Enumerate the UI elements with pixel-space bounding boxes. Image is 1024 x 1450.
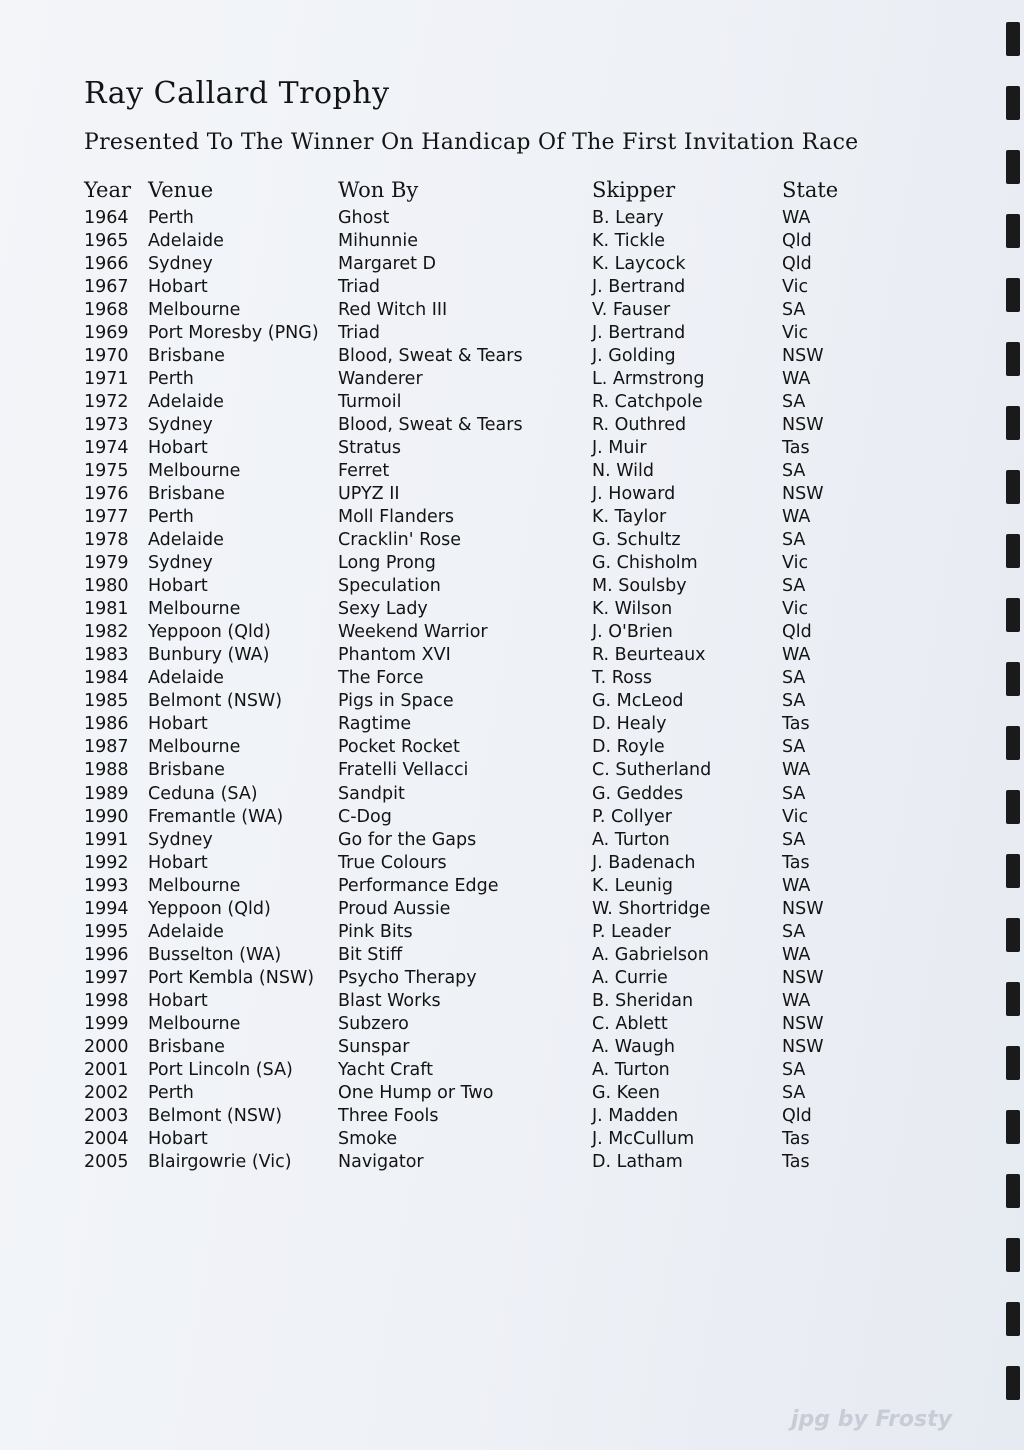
table-row [0,622,1024,645]
watermark: jpg by Frosty [791,1407,952,1432]
page-subtitle: Presented To The Winner On Handicap Of The First Invitation Race [84,130,859,155]
cell-year: 1989 [84,783,129,804]
cell-won-by: Proud Aussie [338,898,451,919]
cell-year: 1998 [84,990,129,1011]
cell-venue: Fremantle (WA) [148,806,284,827]
table-row [0,876,1024,899]
cell-state: NSW [782,898,824,919]
cell-skipper: J. Bertrand [592,323,686,344]
cell-venue: Adelaide [148,668,224,689]
cell-skipper: V. Fauser [592,300,671,321]
cell-state: Tas [782,1151,810,1172]
cell-venue: Busselton (WA) [148,944,282,965]
cell-state: NSW [782,415,824,436]
cell-state: WA [782,645,811,666]
table-row [0,784,1024,807]
cell-won-by: Cracklin' Rose [338,530,462,551]
table-row [0,899,1024,922]
cell-year: 1987 [84,737,129,758]
cell-venue: Adelaide [148,392,224,413]
table-row [0,323,1024,346]
table-row [0,346,1024,369]
cell-year: 2001 [84,1059,129,1080]
cell-venue: Port Moresby (PNG) [148,323,319,344]
cell-state: SA [782,691,806,712]
cell-year: 1970 [84,346,129,367]
table-row [0,530,1024,553]
cell-year: 1975 [84,461,129,482]
table-row [0,1037,1024,1060]
cell-venue: Bunbury (WA) [148,645,270,666]
cell-won-by: Long Prong [338,553,436,574]
cell-venue: Yeppoon (Qld) [148,898,271,919]
table-row [0,668,1024,691]
binding-ring [1006,1302,1020,1336]
table-header [0,178,1024,208]
table-row [0,1129,1024,1152]
cell-state: WA [782,208,811,228]
cell-venue: Perth [148,1082,194,1103]
cell-venue: Melbourne [148,300,241,321]
table-row [0,461,1024,484]
cell-skipper: A. Waugh [592,1036,675,1057]
cell-skipper: K. Tickle [592,231,665,252]
cell-venue: Ceduna (SA) [148,783,258,804]
cell-year: 1971 [84,369,129,390]
cell-state: WA [782,507,811,528]
cell-skipper: L. Armstrong [592,369,705,390]
header-won-by: Won By [338,178,419,202]
cell-won-by: Blood, Sweat & Tears [338,415,523,436]
cell-venue: Perth [148,507,194,528]
table-row [0,300,1024,323]
cell-venue: Sydney [148,829,213,850]
cell-venue: Hobart [148,277,208,298]
cell-skipper: G. Keen [592,1082,660,1103]
cell-state: SA [782,461,806,482]
cell-skipper: J. McCullum [592,1128,695,1149]
cell-year: 1976 [84,484,129,505]
cell-year: 1990 [84,806,129,827]
cell-venue: Hobart [148,1128,208,1149]
cell-year: 1982 [84,622,129,643]
table-row [0,415,1024,438]
cell-skipper: A. Turton [592,1059,670,1080]
cell-state: WA [782,944,811,965]
cell-skipper: R. Outhred [592,415,687,436]
table-row [0,760,1024,783]
cell-won-by: Go for the Gaps [338,829,477,850]
cell-year: 1968 [84,300,129,321]
cell-venue: Belmont (NSW) [148,691,283,712]
cell-state: NSW [782,967,824,988]
cell-skipper: B. Sheridan [592,990,694,1011]
cell-skipper: M. Soulsby [592,576,687,597]
table-row [0,991,1024,1014]
cell-venue: Sydney [148,553,213,574]
table-row [0,277,1024,300]
cell-skipper: D. Healy [592,714,667,735]
cell-year: 1979 [84,553,129,574]
table-row [0,1014,1024,1037]
table-row [0,853,1024,876]
cell-won-by: Stratus [338,438,401,459]
binding-ring [1006,86,1020,120]
cell-state: Vic [782,323,809,344]
cell-skipper: K. Taylor [592,507,667,528]
cell-state: NSW [782,1013,824,1034]
cell-won-by: Performance Edge [338,875,499,896]
cell-skipper: G. Schultz [592,530,681,551]
cell-state: NSW [782,346,824,367]
cell-skipper: B. Leary [592,208,664,228]
cell-skipper: R. Beurteaux [592,645,706,666]
cell-state: SA [782,783,806,804]
cell-year: 1988 [84,760,129,781]
cell-skipper: C. Sutherland [592,760,712,781]
table-row [0,1152,1024,1175]
cell-won-by: C-Dog [338,806,392,827]
cell-state: Tas [782,714,810,735]
cell-venue: Melbourne [148,737,241,758]
cell-state: SA [782,921,806,942]
table-row [0,807,1024,830]
cell-won-by: Three Fools [338,1105,439,1126]
cell-year: 2002 [84,1082,129,1103]
cell-venue: Perth [148,208,194,228]
binding-ring [1006,1174,1020,1208]
cell-skipper: D. Latham [592,1151,683,1172]
cell-state: Qld [782,1105,812,1126]
cell-year: 1972 [84,392,129,413]
cell-state: SA [782,530,806,551]
cell-won-by: Blast Works [338,990,441,1011]
cell-year: 1999 [84,1013,129,1034]
binding-ring [1006,22,1020,56]
cell-won-by: Margaret D [338,254,437,275]
cell-state: NSW [782,1036,824,1057]
table-row [0,737,1024,760]
cell-won-by: Red Witch III [338,300,448,321]
table-row [0,714,1024,737]
cell-skipper: G. McLeod [592,691,684,712]
cell-venue: Sydney [148,254,213,275]
table-row [0,968,1024,991]
cell-state: Vic [782,599,809,620]
table-row [0,645,1024,668]
table-row [0,691,1024,714]
table-row [0,438,1024,461]
cell-year: 1992 [84,852,129,873]
cell-year: 2004 [84,1128,129,1149]
cell-won-by: Ragtime [338,714,412,735]
table-row [0,1083,1024,1106]
table-row [0,830,1024,853]
cell-won-by: Pink Bits [338,921,413,942]
cell-year: 1995 [84,921,129,942]
cell-state: Tas [782,852,810,873]
cell-venue: Adelaide [148,530,224,551]
cell-venue: Hobart [148,438,208,459]
cell-venue: Hobart [148,714,208,735]
cell-won-by: Moll Flanders [338,507,455,528]
cell-won-by: Turmoil [338,392,402,413]
cell-won-by: The Force [338,668,424,689]
cell-venue: Yeppoon (Qld) [148,622,271,643]
cell-year: 1997 [84,967,129,988]
cell-won-by: Pocket Rocket [338,737,460,758]
cell-won-by: Yacht Craft [338,1059,433,1080]
table-row [0,553,1024,576]
cell-won-by: Subzero [338,1013,409,1034]
cell-venue: Brisbane [148,1036,225,1057]
cell-year: 1977 [84,507,129,528]
table-row [0,1060,1024,1083]
table-row [0,922,1024,945]
cell-won-by: Weekend Warrior [338,622,488,643]
cell-skipper: R. Catchpole [592,392,703,413]
cell-venue: Perth [148,369,194,390]
cell-year: 1973 [84,415,129,436]
cell-skipper: N. Wild [592,461,654,482]
cell-won-by: Pigs in Space [338,691,454,712]
table-row [0,369,1024,392]
cell-venue: Brisbane [148,760,225,781]
cell-state: SA [782,300,806,321]
table-row [0,1106,1024,1129]
cell-skipper: G. Geddes [592,783,684,804]
cell-year: 2003 [84,1105,129,1126]
cell-skipper: J. O'Brien [592,622,673,643]
cell-won-by: Sexy Lady [338,599,428,620]
cell-venue: Adelaide [148,921,224,942]
cell-year: 1969 [84,323,129,344]
cell-state: Tas [782,1128,810,1149]
table-row [0,231,1024,254]
cell-state: Vic [782,806,809,827]
cell-state: WA [782,990,811,1011]
header-skipper: Skipper [592,178,676,202]
cell-state: Vic [782,277,809,298]
cell-venue: Melbourne [148,875,241,896]
table-row [0,599,1024,622]
cell-state: SA [782,1082,806,1103]
cell-state: Qld [782,254,812,275]
cell-venue: Melbourne [148,461,241,482]
cell-skipper: J. Bertrand [592,277,686,298]
cell-venue: Port Kembla (NSW) [148,967,315,988]
binding-ring [1006,1238,1020,1272]
table-row [0,945,1024,968]
cell-skipper: K. Laycock [592,254,686,275]
cell-skipper: K. Wilson [592,599,673,620]
cell-year: 1996 [84,944,129,965]
cell-year: 2005 [84,1151,129,1172]
cell-state: SA [782,829,806,850]
header-venue: Venue [148,178,214,202]
cell-skipper: D. Royle [592,737,665,758]
page-title: Ray Callard Trophy [84,76,390,111]
cell-year: 1980 [84,576,129,597]
cell-skipper: J. Golding [592,346,676,367]
cell-won-by: Smoke [338,1128,398,1149]
cell-skipper: A. Currie [592,967,668,988]
cell-venue: Brisbane [148,484,225,505]
cell-skipper: P. Collyer [592,806,672,827]
cell-won-by: Wanderer [338,369,423,390]
cell-venue: Hobart [148,990,208,1011]
cell-skipper: C. Ablett [592,1013,668,1034]
cell-venue: Hobart [148,852,208,873]
cell-venue: Hobart [148,576,208,597]
cell-skipper: K. Leunig [592,875,673,896]
cell-won-by: Ferret [338,461,390,482]
cell-won-by: Triad [338,323,381,344]
cell-skipper: W. Shortridge [592,898,711,919]
binding-ring [1006,1366,1020,1400]
cell-venue: Melbourne [148,1013,241,1034]
cell-state: SA [782,668,806,689]
cell-state: WA [782,875,811,896]
cell-year: 1978 [84,530,129,551]
cell-year: 1985 [84,691,129,712]
cell-won-by: One Hump or Two [338,1082,494,1103]
cell-year: 1986 [84,714,129,735]
cell-state: SA [782,1059,806,1080]
cell-state: SA [782,737,806,758]
cell-won-by: UPYZ II [338,484,400,505]
cell-won-by: Ghost [338,208,390,228]
cell-state: Tas [782,438,810,459]
cell-skipper: A. Gabrielson [592,944,709,965]
cell-state: WA [782,369,811,390]
table-row [0,576,1024,599]
cell-won-by: True Colours [338,852,447,873]
cell-year: 1991 [84,829,129,850]
cell-state: NSW [782,484,824,505]
cell-won-by: Sandpit [338,783,405,804]
cell-state: SA [782,392,806,413]
cell-skipper: T. Ross [592,668,653,689]
cell-skipper: J. Muir [592,438,647,459]
cell-venue: Brisbane [148,346,225,367]
cell-year: 1966 [84,254,129,275]
cell-won-by: Blood, Sweat & Tears [338,346,523,367]
cell-state: WA [782,760,811,781]
cell-venue: Blairgowrie (Vic) [148,1151,292,1172]
cell-year: 1967 [84,277,129,298]
cell-won-by: Psycho Therapy [338,967,477,988]
table-row [0,484,1024,507]
header-year: Year [84,178,132,202]
cell-won-by: Phantom XVI [338,645,451,666]
cell-venue: Sydney [148,415,213,436]
cell-skipper: P. Leader [592,921,671,942]
cell-year: 2000 [84,1036,129,1057]
cell-won-by: Bit Stiff [338,944,403,965]
cell-skipper: G. Chisholm [592,553,698,574]
table-row [0,208,1024,231]
cell-year: 1974 [84,438,129,459]
cell-year: 1984 [84,668,129,689]
cell-won-by: Speculation [338,576,441,597]
cell-won-by: Navigator [338,1151,424,1172]
cell-year: 1981 [84,599,129,620]
cell-won-by: Mihunnie [338,231,418,252]
cell-state: Qld [782,231,812,252]
table-row [0,392,1024,415]
cell-skipper: A. Turton [592,829,670,850]
cell-skipper: J. Howard [592,484,676,505]
cell-state: Vic [782,553,809,574]
table-row [0,254,1024,277]
cell-year: 1983 [84,645,129,666]
cell-venue: Belmont (NSW) [148,1105,283,1126]
cell-skipper: J. Madden [592,1105,679,1126]
cell-year: 1993 [84,875,129,896]
cell-year: 1965 [84,231,129,252]
cell-venue: Adelaide [148,231,224,252]
cell-skipper: J. Badenach [592,852,696,873]
table-row [0,507,1024,530]
cell-venue: Port Lincoln (SA) [148,1059,293,1080]
cell-won-by: Sunspar [338,1036,410,1057]
cell-year: 1964 [84,208,129,228]
cell-venue: Melbourne [148,599,241,620]
cell-won-by: Triad [338,277,381,298]
cell-won-by: Fratelli Vellacci [338,760,469,781]
cell-year: 1994 [84,898,129,919]
cell-state: SA [782,576,806,597]
cell-state: Qld [782,622,812,643]
header-state: State [782,178,839,202]
